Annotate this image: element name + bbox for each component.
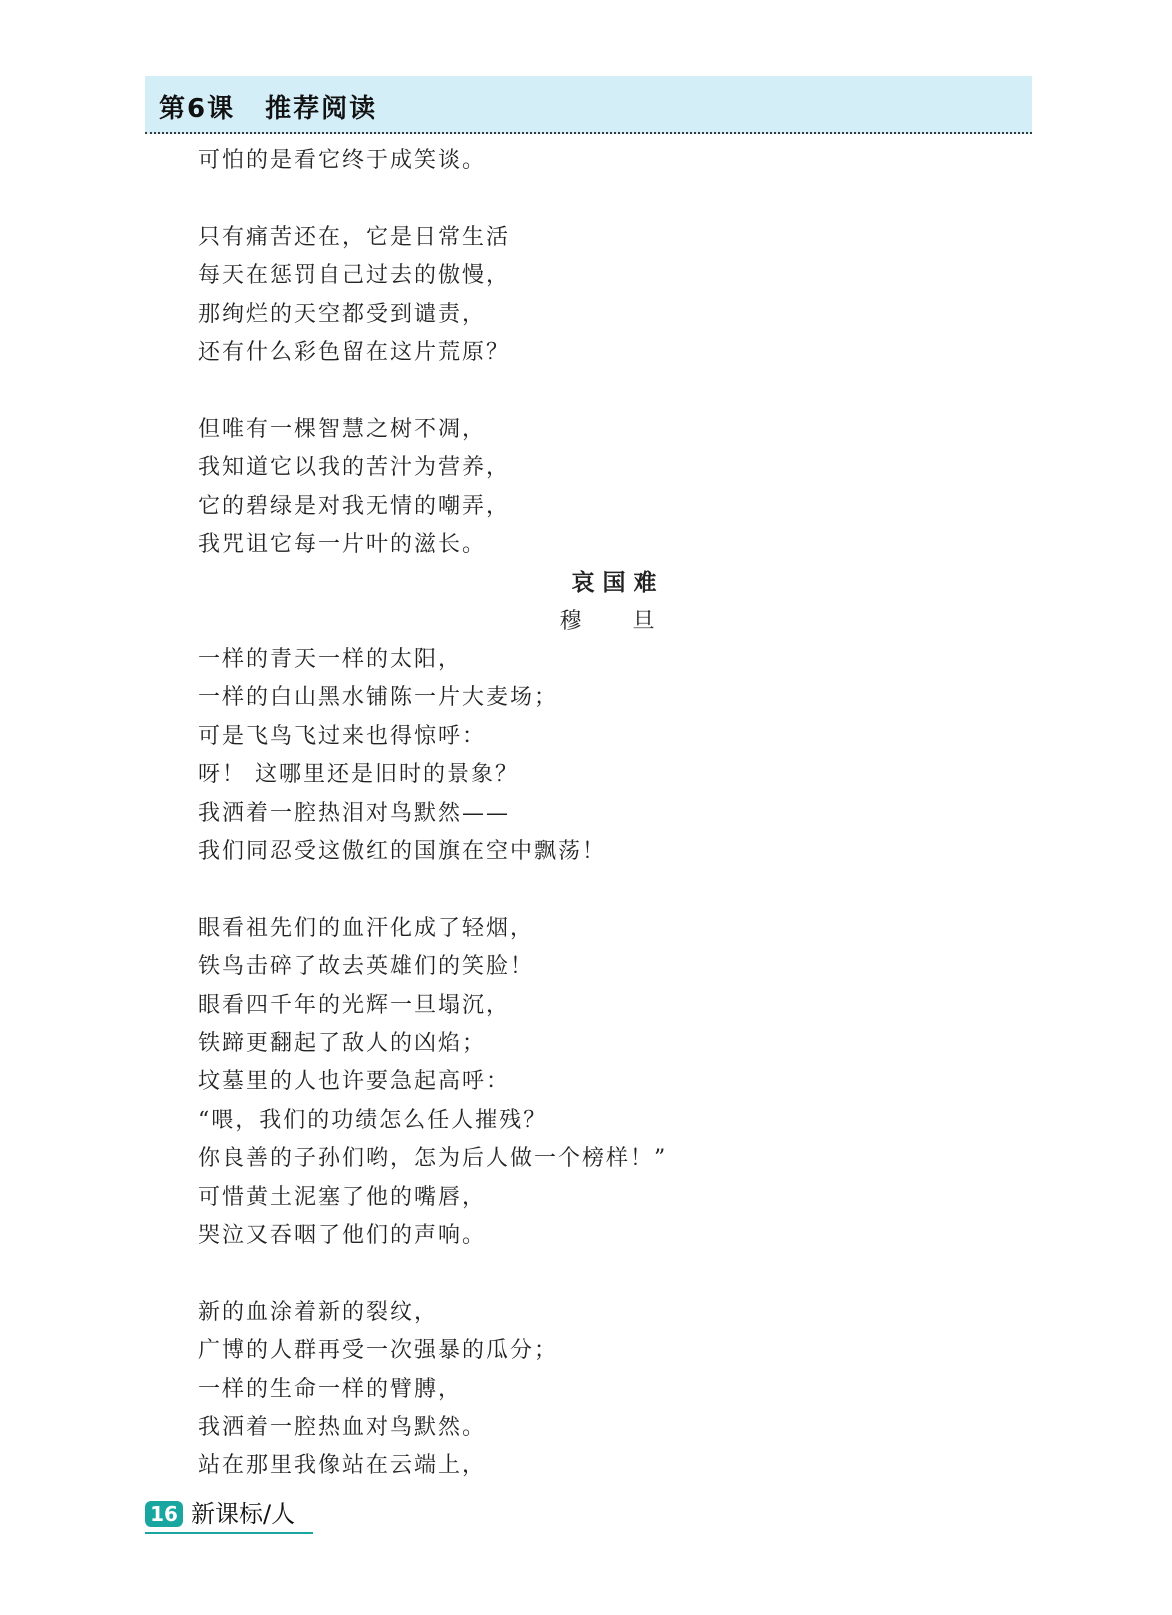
stanza-break	[198, 372, 998, 410]
poem-line: 一样的生命一样的臂膊，	[198, 1376, 463, 1402]
poem-line: 一样的白山黑水铺陈一片大麦场；	[198, 685, 559, 711]
poem-line: 哭泣又吞咽了他们的声响。	[198, 1222, 487, 1248]
poem-line: 你良善的子孙们哟，怎为后人做一个榜样！”	[198, 1146, 668, 1172]
lesson-number: 第6课	[159, 94, 236, 124]
page-footer	[145, 1498, 313, 1534]
poem-line: 我洒着一腔热血对鸟默然。	[198, 1414, 487, 1440]
poem-line: 我们同忍受这傲红的国旗在空中飘荡！	[198, 839, 607, 865]
poem-line: 还有什么彩色留在这片荒原？	[198, 339, 511, 365]
poem-line: 可惜黄土泥塞了他的嘴唇，	[198, 1184, 487, 1210]
poem-line: 眼看四千年的光辉一旦塌沉，	[198, 992, 511, 1018]
poem-line: “喂，我们的功绩怎么任人摧残？	[198, 1107, 548, 1133]
poem-line: 坟墓里的人也许要急起高呼：	[198, 1069, 511, 1095]
poem-line: 新的血涂着新的裂纹，	[198, 1299, 439, 1325]
poem-title: 哀国难	[571, 569, 665, 597]
poem-line: 但唯有一棵智慧之树不凋，	[198, 416, 487, 442]
poem-author: 穆 旦	[559, 608, 677, 634]
poem-line: 只有痛苦还在，它是日常生活	[198, 224, 511, 250]
poem-line: 它的碧绿是对我无情的嘲弄，	[198, 493, 511, 519]
poem-body	[198, 142, 998, 1486]
poem-line: 一样的青天一样的太阳，	[198, 647, 463, 673]
poem-line: 我洒着一腔热泪对鸟默然——	[198, 800, 511, 826]
poem-line: 眼看祖先们的血汗化成了轻烟，	[198, 915, 535, 941]
poem-line: 可怕的是看它终于成笑谈。	[198, 148, 487, 173]
poem-line: 铁蹄更翻起了敌人的凶焰；	[198, 1030, 487, 1056]
series-label: 新课标/人	[191, 1500, 296, 1528]
header-title	[159, 88, 377, 125]
stanza-break	[198, 871, 998, 909]
page-number-badge: 16	[145, 1501, 183, 1527]
poem-line: 站在那里我像站在云端上，	[198, 1453, 487, 1479]
stanza-break	[198, 180, 998, 218]
poem-line: 呀！ 这哪里还是旧时的景象？	[198, 762, 519, 788]
section-title: 推荐阅读	[265, 94, 378, 124]
poem-line: 每天在惩罚自己过去的傲慢，	[198, 263, 511, 289]
poem-line: 我知道它以我的苦汁为营养，	[198, 455, 511, 481]
stanza-break	[198, 1255, 998, 1293]
poem-line: 铁鸟击碎了故去英雄们的笑脸！	[198, 954, 535, 980]
poem-line: 那绚烂的天空都受到谴责，	[198, 301, 487, 327]
lesson-header	[145, 76, 1032, 134]
poem-line: 我咒诅它每一片叶的滋长。	[198, 531, 487, 557]
poem-line: 可是飞鸟飞过来也得惊呼：	[198, 723, 487, 749]
poem-line: 广博的人群再受一次强暴的瓜分；	[198, 1338, 559, 1364]
